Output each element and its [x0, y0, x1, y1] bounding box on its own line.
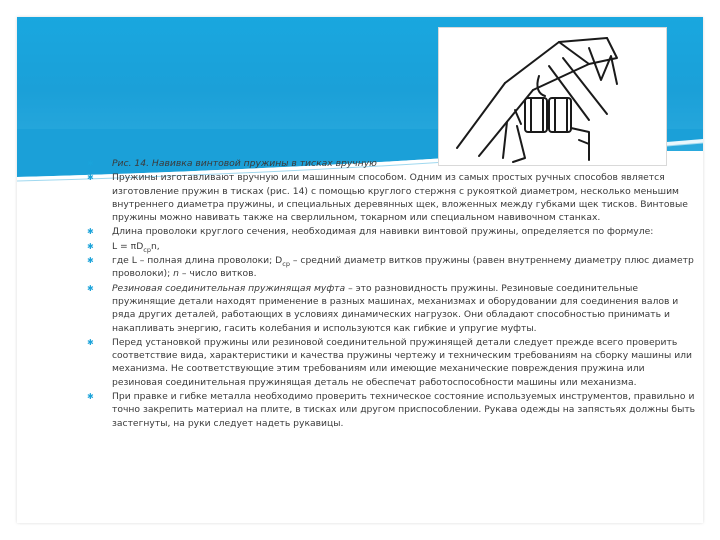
figure-caption: Рис. 14. Навивка винтовой пружины в тисках вручную: [112, 158, 377, 169]
definition-part3: – число витков.: [178, 268, 257, 280]
list-item: [87, 157, 697, 170]
definition-part1: где L – полная длина проволоки; D: [112, 255, 283, 267]
formula-end: n,: [150, 240, 160, 252]
paragraph-text: При правке и гибке металла необходимо проверить техническое состояние используемых инструментов, правильно и точно закрепить материал на плите, в тисках или другом приспособлении. Рукава одежды на запястьях должны быть застегнуты, на руки следует надеть рукавицы.: [112, 391, 696, 429]
list-item: [87, 390, 697, 430]
paragraph-text: – это разновидность пружины. Резиновые соединительные пружинящие детали находят применение в разных машинах, механизмах и оборудовании для соединения валов и ряда других деталей, работающих в условиях динамических нагрузок. Они обладают способностью принимать и накапливать энергию, гасить колебания и используются как гибкие и упругие муфты.: [112, 282, 679, 334]
star-bullet-icon: ✱: [87, 337, 94, 347]
star-bullet-icon: ✱: [87, 283, 94, 293]
star-bullet-icon: ✱: [87, 256, 94, 266]
star-bullet-icon: ✱: [87, 392, 94, 402]
list-item-formula: [87, 240, 697, 253]
list-item: [87, 336, 697, 389]
paragraph-text: Длина проволоки круглого сечения, необходимая для навивки винтовой пружины, определяется по формуле:: [112, 226, 654, 238]
figure-spring-coiling: [438, 27, 667, 166]
list-item: [87, 282, 697, 335]
term-italic: Резиновая соединительная пружинящая муфта: [112, 282, 346, 294]
spring-coiling-vise-drawing: [439, 28, 666, 165]
star-bullet-icon: ✱: [87, 159, 94, 168]
formula-subscript: ср: [143, 245, 151, 254]
list-item: [87, 171, 697, 224]
definition-n-variable: n: [173, 268, 179, 280]
bullet-list: [87, 157, 697, 431]
slide: [17, 17, 703, 523]
definition-part2: – средний диаметр витков пружины (равен внутреннему диаметру плюс диаметр проволоки);: [112, 255, 694, 280]
paragraph-text: Перед установкой пружины или резиновой соединительной пружинящей детали следует прежде всего проверить соответствие вида, характеристики и качества пружины чертежу и техническим требованиям на сборку машины или механизма. Не соответствующие этим требованиям или имеющие механические повреждения пружина или резиновая соединительная пружинящая деталь не обеспечат работоспособности машины или механизма.: [112, 336, 693, 388]
list-item: [87, 254, 697, 281]
star-bullet-icon: ✱: [87, 227, 94, 237]
formula-start: L = πD: [112, 240, 144, 252]
definition-subscript: ср: [282, 259, 290, 268]
list-item: [87, 225, 697, 238]
paragraph-text: Пружины изготавливают вручную или машинным способом. Одним из самых простых ручных способов является изготовление пружин в тисках (рис. 14) с помощью круглого стержня с рукояткой диаметром, несколько меньшим внутреннего диаметра пружины, и специальных деревянных щек, вложенных между губками щек тисков. Винтовые пружины можно навивать также на сверлильном, токарном или специальном навивочном станках.: [112, 172, 688, 224]
star-bullet-icon: ✱: [87, 173, 94, 183]
star-bullet-icon: ✱: [87, 241, 94, 251]
